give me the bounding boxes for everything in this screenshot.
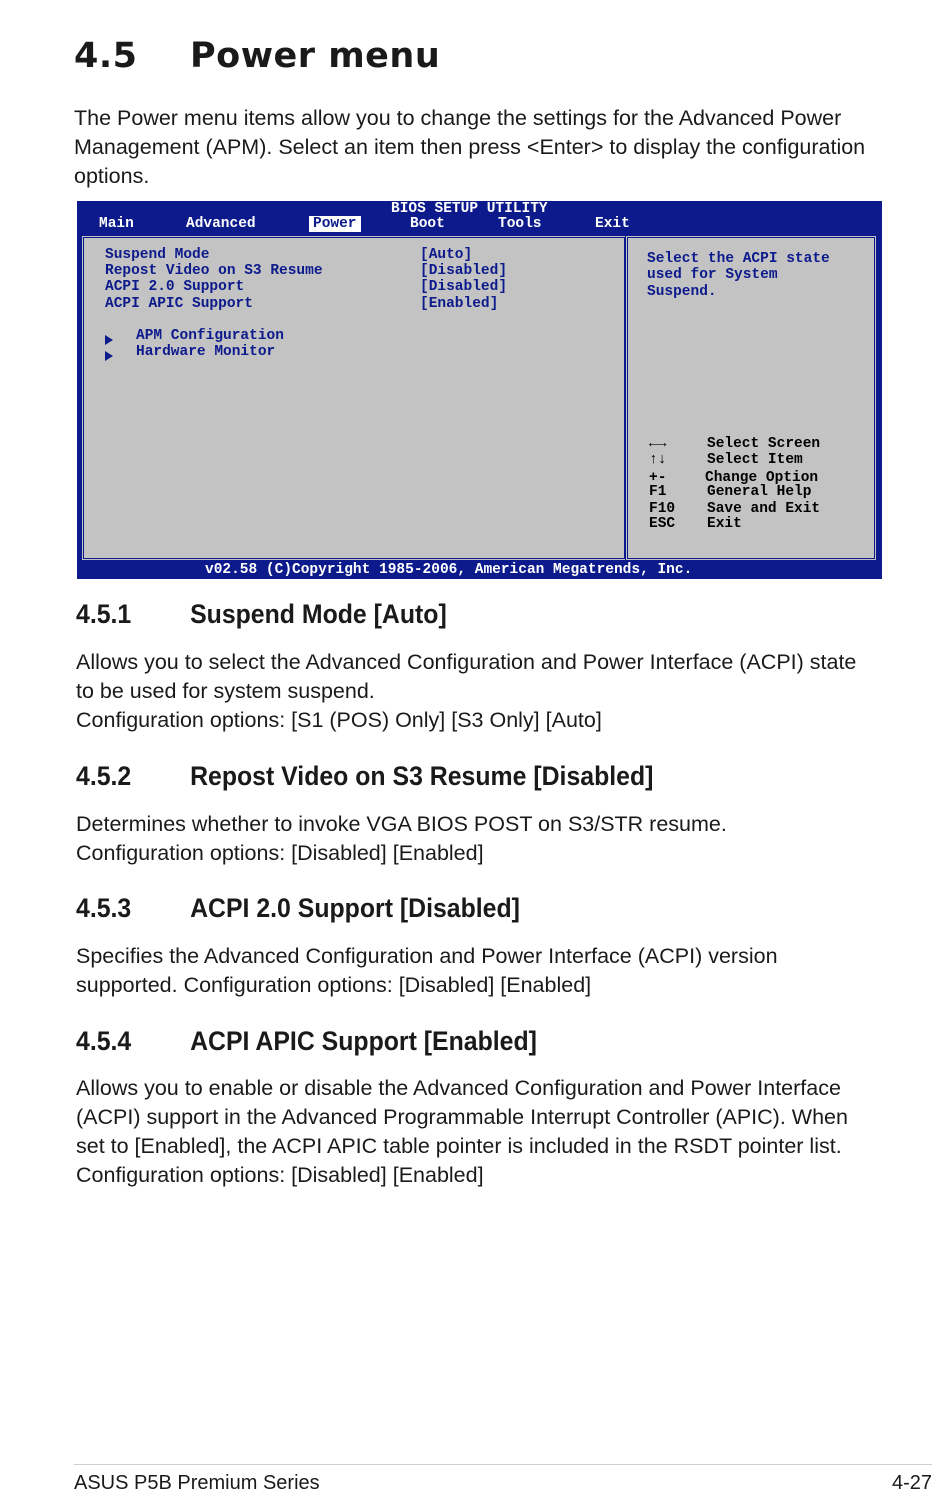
body-line: supported. Configuration options: [Disabled] [Enabled]: [76, 973, 592, 997]
subsection-body: [76, 1074, 886, 1190]
subsection-title: Suspend Mode [Auto]: [190, 599, 447, 629]
subsection-number: 4.5.1: [76, 599, 132, 629]
key-label: +-: [649, 470, 667, 486]
subsection-title: Repost Video on S3 Resume [Disabled]: [190, 761, 654, 791]
page-title: [74, 36, 440, 76]
bios-menu-boot[interactable]: Boot: [410, 216, 445, 232]
key-desc: Select Item: [707, 452, 803, 468]
footer-divider: [74, 1464, 932, 1465]
subsection-body: [76, 648, 886, 735]
arrows-left-right-icon: ←→: [649, 436, 667, 452]
help-text-line: Suspend.: [647, 284, 717, 300]
subsection-title: ACPI APIC Support [Enabled]: [190, 1026, 537, 1056]
bios-item-label[interactable]: ACPI 2.0 Support: [105, 279, 245, 295]
bios-submenu-hardware-monitor[interactable]: Hardware Monitor: [136, 344, 276, 360]
bios-item-label[interactable]: Repost Video on S3 Resume: [105, 263, 323, 279]
body-line: Configuration options: [Disabled] [Enabled]: [76, 1163, 484, 1187]
arrows-up-down-icon: ↑↓: [649, 452, 667, 468]
key-desc: Select Screen: [707, 436, 821, 452]
body-line: set to [Enabled], the ACPI APIC table pointer is included in the RSDT pointer list.: [76, 1134, 842, 1158]
bios-item-label[interactable]: ACPI APIC Support: [105, 296, 253, 312]
bios-copyright: v02.58 (C)Copyright 1985-2006, American Megatrends, Inc.: [205, 562, 693, 578]
bios-submenu-apm[interactable]: APM Configuration: [136, 328, 284, 344]
bios-settings-panel: [81, 235, 627, 561]
body-line: Determines whether to invoke VGA BIOS POST on S3/STR resume.: [76, 812, 727, 836]
key-desc: Save and Exit: [707, 501, 821, 517]
bios-item-value[interactable]: [Disabled]: [420, 263, 508, 279]
subsection-heading: [76, 893, 520, 924]
bios-title: BIOS SETUP UTILITY: [391, 201, 548, 217]
key-label: F1: [649, 484, 667, 500]
subsection-number: 4.5.3: [76, 893, 132, 923]
footer-product: ASUS P5B Premium Series: [74, 1472, 320, 1494]
bios-menu-power[interactable]: Power: [309, 216, 361, 232]
bios-menu-advanced[interactable]: Advanced: [186, 216, 256, 232]
footer-page-number: 4-27: [891, 1472, 932, 1494]
body-line: (ACPI) support in the Advanced Programmable Interrupt Controller (APIC). When: [76, 1105, 848, 1129]
subsection-body: [76, 942, 886, 1000]
subsection-heading: [76, 761, 653, 792]
subsection-number: 4.5.2: [76, 761, 132, 791]
body-line: Specifies the Advanced Configuration and Power Interface (ACPI) version: [76, 944, 778, 968]
subsection-title: ACPI 2.0 Support [Disabled]: [190, 893, 520, 923]
submenu-arrow-icon: [105, 348, 113, 366]
bios-menu-main[interactable]: Main: [99, 216, 134, 232]
bios-item-value[interactable]: [Enabled]: [420, 296, 499, 312]
body-line: Configuration options: [S1 (POS) Only] [S3 Only] [Auto]: [76, 708, 602, 732]
bios-item-value[interactable]: [Auto]: [420, 247, 473, 263]
subsection-heading: [76, 599, 447, 630]
bios-menu-tools[interactable]: Tools: [498, 216, 542, 232]
section-number: 4.5: [74, 36, 138, 76]
subsection-heading: [76, 1026, 537, 1057]
key-desc: Exit: [707, 516, 742, 532]
key-label: F10: [649, 501, 676, 517]
subsection-body: [76, 810, 886, 868]
bios-menu-exit[interactable]: Exit: [595, 216, 630, 232]
body-line: to be used for system suspend.: [76, 679, 375, 703]
key-label: ESC: [649, 516, 676, 532]
body-line: Allows you to enable or disable the Advanced Configuration and Power Interface: [76, 1076, 841, 1100]
body-line: Allows you to select the Advanced Configuration and Power Interface (ACPI) state: [76, 650, 857, 674]
body-line: Configuration options: [Disabled] [Enabled]: [76, 841, 484, 865]
bios-item-value[interactable]: [Disabled]: [420, 279, 508, 295]
subsection-number: 4.5.4: [76, 1026, 132, 1056]
bios-item-label[interactable]: Suspend Mode: [105, 247, 210, 263]
help-text-line: used for System: [647, 267, 778, 283]
key-desc: Change Option: [705, 470, 819, 486]
help-text-line: Select the ACPI state: [647, 251, 830, 267]
bios-help-panel: [625, 235, 877, 561]
intro-paragraph: The Power menu items allow you to change the settings for the Advanced Power Management (APM). Select an item then press <Enter> to display the configuration options.: [74, 106, 866, 188]
section-title: Power menu: [190, 36, 441, 76]
key-desc: General Help: [707, 484, 812, 500]
bios-screen: [77, 201, 882, 579]
